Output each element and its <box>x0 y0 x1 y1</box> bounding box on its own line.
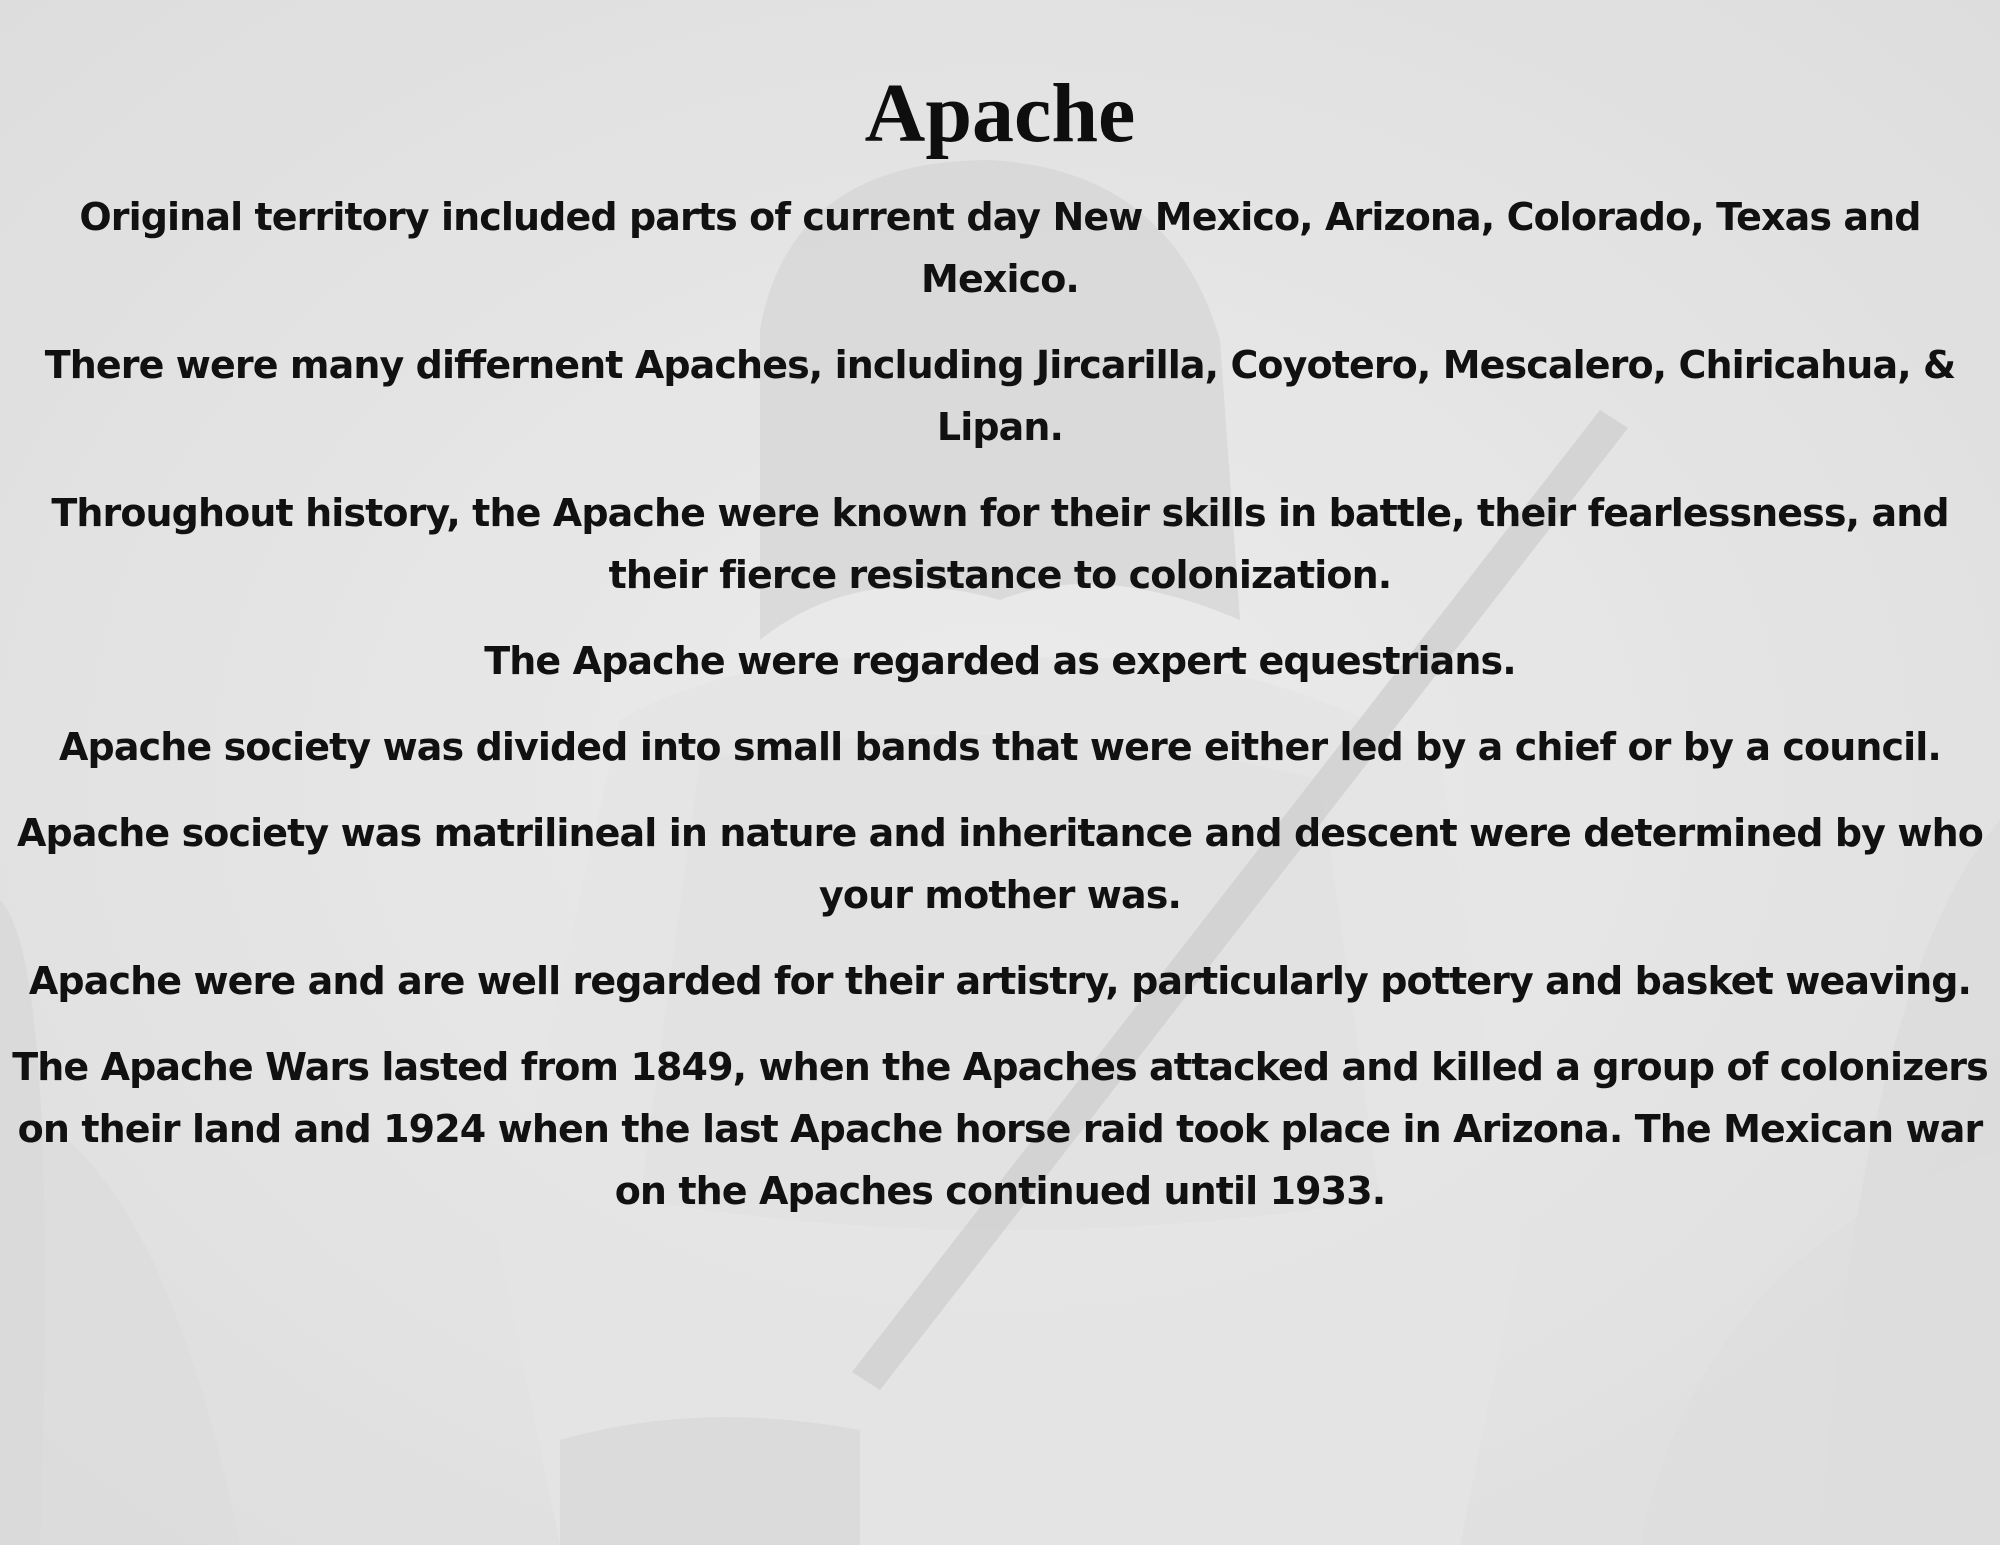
fact-battle-skills: Throughout history, the Apache were known for their skills in battle, their fearlessness, and their fierce resistance to colonization. <box>51 491 1949 597</box>
fact-matrilineal: Apache society was matrilineal in nature and inheritance and descent were determined by who your mother was. <box>17 811 1983 917</box>
fact-apache-wars: The Apache Wars lasted from 1849, when the Apaches attacked and killed a group of colonizers on their land and 1924 when the last Apache horse raid took place in Arizona. The Mexican war on the Apaches continued until 1933. <box>12 1045 1988 1213</box>
page-title: Apache <box>864 67 1136 160</box>
fact-artistry: Apache were and are well regarded for their artistry, particularly pottery and basket weaving. <box>28 959 1972 1003</box>
fact-equestrians: The Apache were regarded as expert equestrians. <box>484 639 1516 683</box>
fact-territory: Original territory included parts of current day New Mexico, Arizona, Colorado, Texas and Mexico. <box>79 195 1921 301</box>
fact-list <box>10 186 1990 1246</box>
fact-groups: There were many differnent Apaches, including Jircarilla, Coyotero, Mescalero, Chiricahua, & Lipan. <box>44 343 1956 449</box>
fact-society-bands: Apache society was divided into small bands that were either led by a chief or by a council. <box>59 725 1941 769</box>
